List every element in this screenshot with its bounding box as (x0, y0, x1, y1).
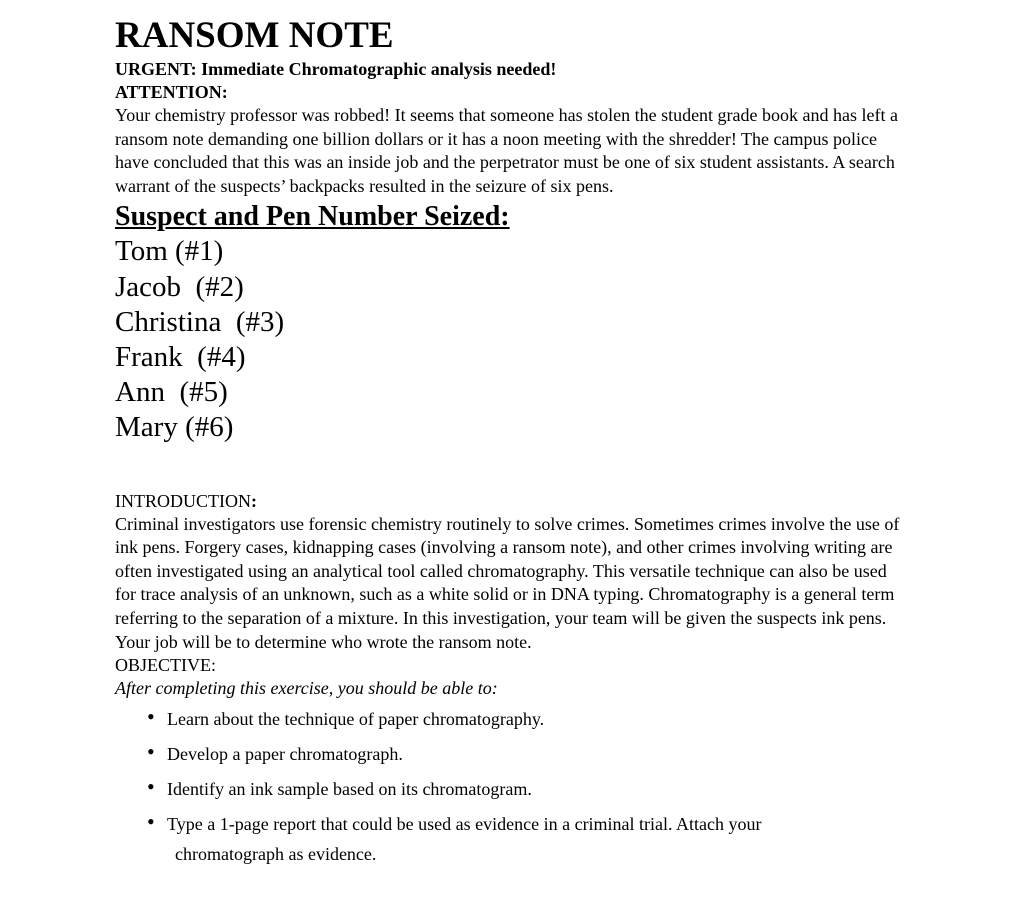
bullet-icon: • (147, 774, 155, 800)
objective-item (147, 739, 867, 769)
bullet-icon: • (147, 704, 155, 730)
objective-text: Type a 1-page report that could be used as evidence in a criminal trial. Attach your (167, 814, 762, 835)
document-title: RANSOM NOTE (115, 15, 394, 56)
objective-subheading: After completing this exercise, you should be able to: (115, 678, 498, 699)
suspect-item: Tom (#1) (115, 235, 224, 268)
objective-text: Learn about the technique of paper chromatography. (167, 709, 545, 730)
suspect-item: Mary (#6) (115, 411, 234, 444)
objective-text-continued: chromatograph as evidence. (175, 844, 377, 865)
bullet-icon: • (147, 739, 155, 765)
objective-heading: OBJECTIVE: (115, 655, 216, 676)
objective-text: Develop a paper chromatograph. (167, 744, 403, 765)
attention-heading: ATTENTION: (115, 82, 228, 102)
suspect-item: Ann (#5) (115, 376, 228, 409)
document-page (115, 14, 915, 874)
objective-list (147, 704, 915, 869)
suspect-item: Jacob (#2) (115, 270, 244, 303)
suspect-item: Christina (#3) (115, 305, 285, 338)
suspect-list (115, 234, 915, 445)
story-paragraph: Your chemistry professor was robbed! It seems that someone has stolen the student grade book and has left a ransom note demanding one billion dollars or it has a noon meeting with the shredder! The campus police have concluded that this was an inside job and the perpetrator must be one of six student assistants. A search warrant of the suspects’ backpacks resulted in the seizure of six pens. (115, 105, 898, 196)
objective-item (147, 704, 867, 734)
introduction-heading-colon: : (250, 490, 257, 511)
introduction-paragraph: Criminal investigators use forensic chemistry routinely to solve crimes. Sometimes crimes involve the use of ink pens. Forgery cases, kidnapping cases (involving a ransom note), and other crimes involving writing are often investigated using an analytical tool called chromatography. This versatile technique can also be used for trace analysis of an unknown, such as a white solid or in DNA typing. Chromatography is a general term referring to the separation of a mixture. In this investigation, your team will be given the suspects ink pens. Your job will be to determine who wrote the ransom note. (115, 513, 900, 652)
introduction-heading (115, 490, 915, 513)
bullet-icon: • (147, 809, 155, 835)
suspects-heading: Suspect and Pen Number Seized: (115, 201, 510, 233)
objective-text: Identify an ink sample based on its chromatogram. (167, 779, 532, 800)
introduction-heading-text: INTRODUCTION (115, 490, 251, 511)
suspect-item: Frank (#4) (115, 340, 246, 373)
objective-item (147, 774, 867, 804)
urgent-line: URGENT: Immediate Chromatographic analysis needed! (115, 59, 557, 79)
objective-item (147, 809, 867, 869)
